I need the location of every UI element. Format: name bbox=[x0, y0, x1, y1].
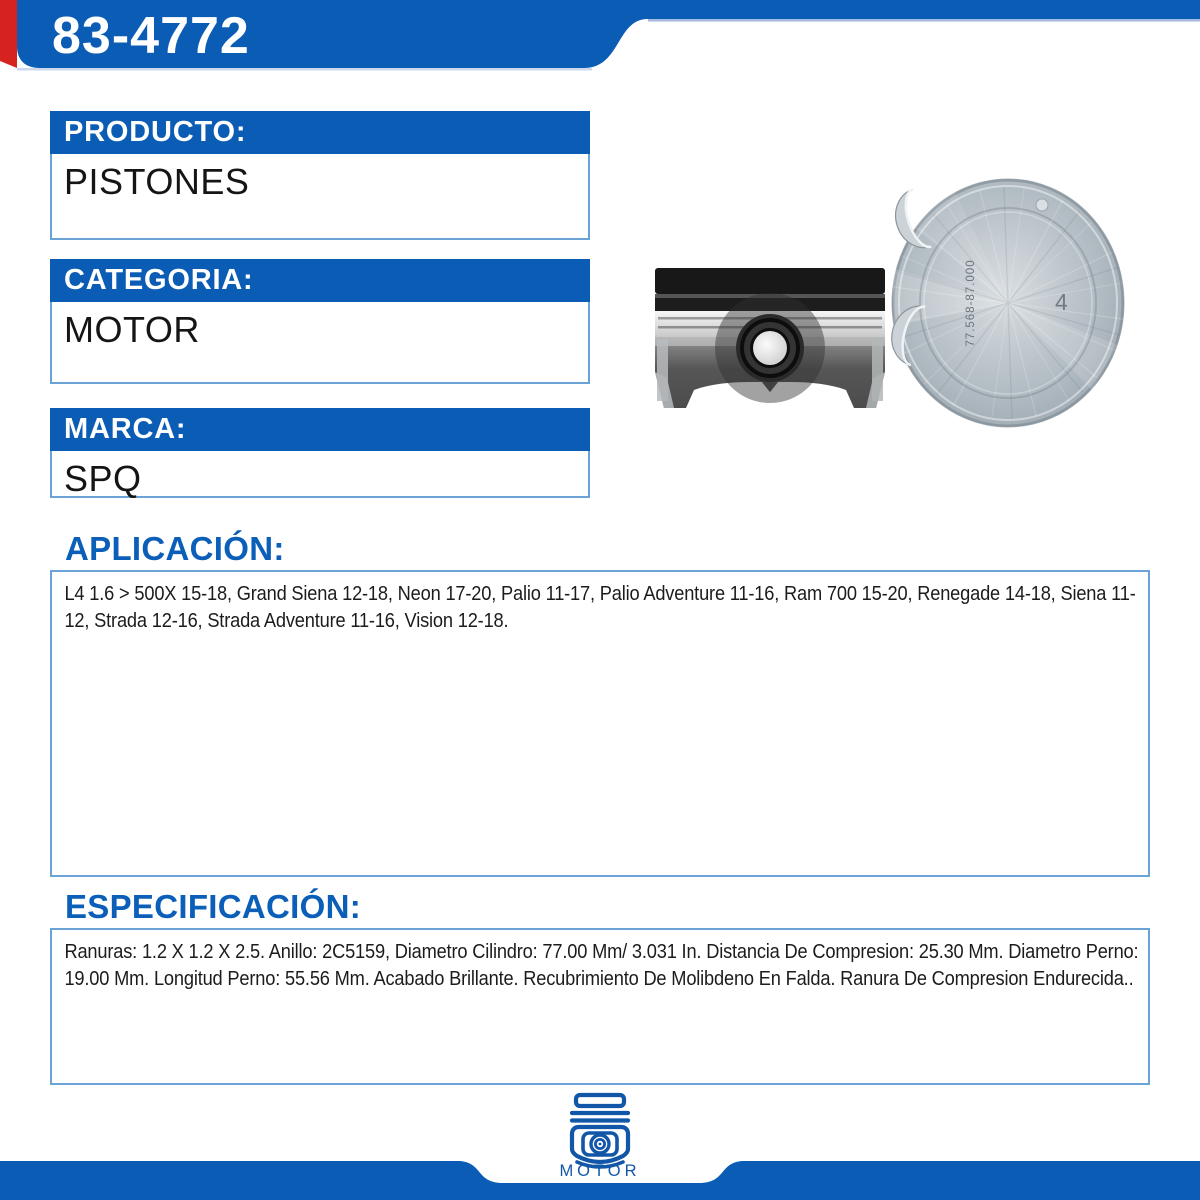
section-especificacion-body: Ranuras: 1.2 X 1.2 X 2.5. Anillo: 2C5159, Diametro Cilindro: 77.00 Mm/ 3.031 In. Distancia De Compresion: 25.30 Mm. Diametro Perno: 19.00 Mm. Longitud Perno: 55.56 Mm. Acabado Brillante. Recubrimiento De Molibdeno En Falda. Ranura De Compresion Endurecida.. bbox=[64, 940, 1139, 990]
field-producto-value-box bbox=[50, 154, 590, 240]
section-aplicacion-body: L4 1.6 > 500X 15-18, Grand Siena 12-18, Neon 17-20, Palio 11-17, Palio Adventure 11-16, Ram 700 15-20, Renegade 14-18, Siena 11-12, Strada 12-16, Strada Adventure 11-16, Vision 12-18. bbox=[64, 582, 1136, 632]
field-categoria-value: MOTOR bbox=[64, 309, 200, 350]
part-number: 83-4772 bbox=[52, 7, 250, 65]
field-marca-label: MARCA: bbox=[50, 408, 590, 451]
etched-bore-text: 77.568-87.000 bbox=[965, 259, 977, 347]
piston-top-view bbox=[886, 179, 1124, 427]
footer-icon-label: MOTOR bbox=[559, 1162, 641, 1180]
piston-side-view bbox=[655, 268, 885, 408]
field-producto bbox=[50, 111, 590, 240]
etched-size-mark: 4 bbox=[1055, 289, 1068, 315]
field-marca bbox=[50, 408, 590, 498]
header-underline bbox=[648, 19, 1200, 22]
header-tab-underline bbox=[17, 68, 592, 71]
field-producto-value: PISTONES bbox=[64, 161, 250, 202]
piston-photo-image bbox=[630, 140, 1150, 440]
field-categoria-label: CATEGORIA: bbox=[50, 259, 590, 302]
section-especificacion bbox=[50, 889, 1150, 1085]
section-aplicacion-box bbox=[50, 570, 1150, 877]
section-aplicacion-heading: APLICACIÓN: bbox=[65, 530, 285, 567]
field-categoria bbox=[50, 259, 590, 384]
section-aplicacion bbox=[50, 531, 1150, 877]
section-especificacion-heading: ESPECIFICACIÓN: bbox=[65, 888, 362, 925]
red-accent-ribbon bbox=[0, 0, 17, 68]
field-producto-label: PRODUCTO: bbox=[50, 111, 590, 154]
field-marca-value: SPQ bbox=[64, 458, 142, 499]
field-marca-value-box bbox=[50, 451, 590, 498]
product-photo bbox=[630, 140, 1150, 445]
field-categoria-value-box bbox=[50, 302, 590, 384]
section-especificacion-box bbox=[50, 928, 1150, 1085]
